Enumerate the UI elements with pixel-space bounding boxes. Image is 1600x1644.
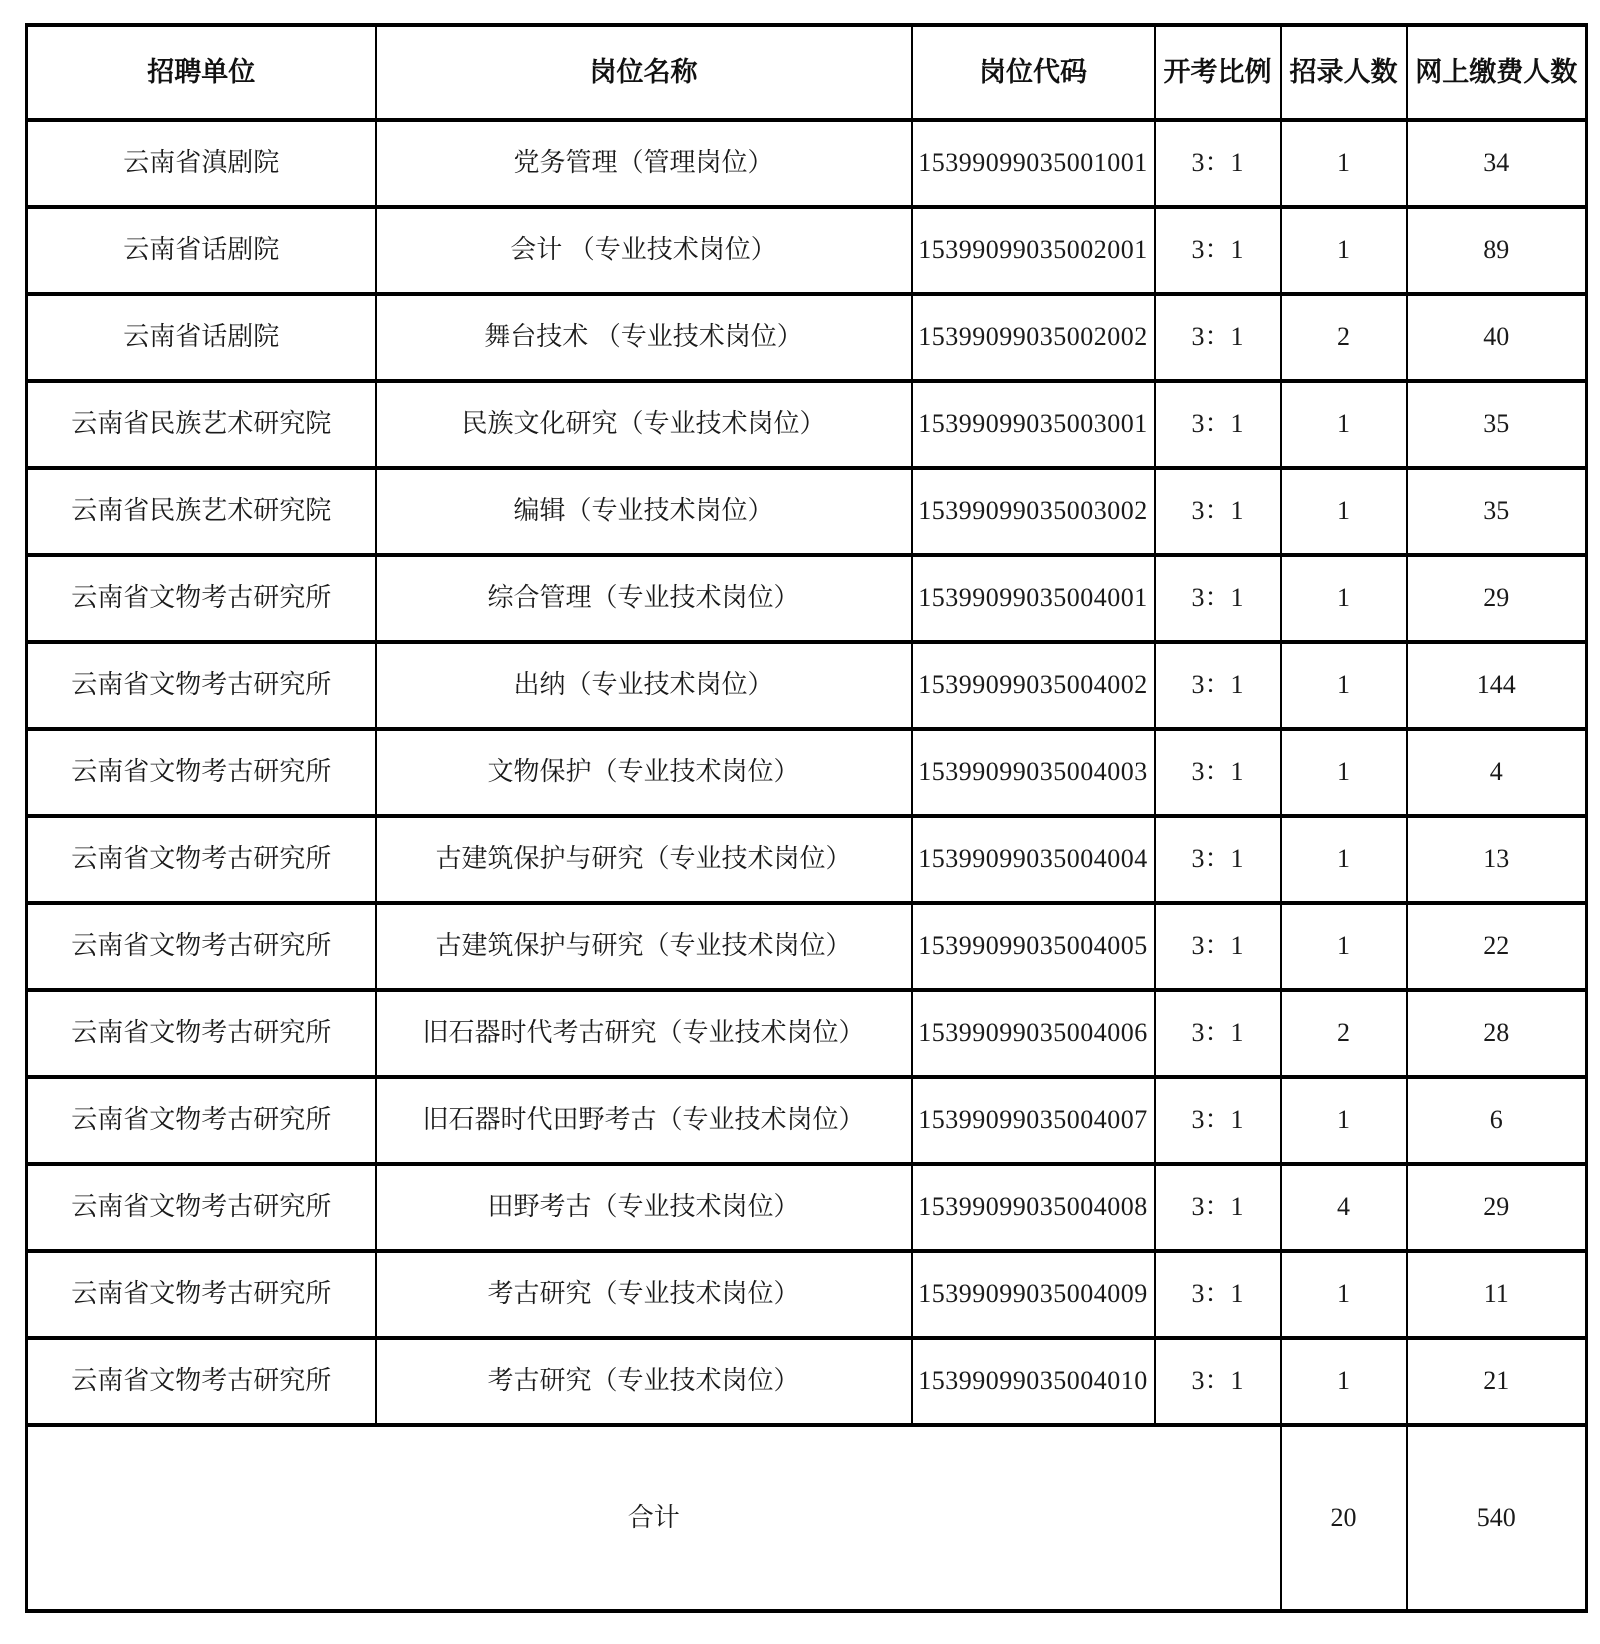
cell-ratio: 3：1 — [1155, 555, 1281, 642]
cell-position: 党务管理（管理岗位） — [376, 120, 912, 207]
cell-unit: 云南省文物考古研究所 — [27, 903, 376, 990]
cell-unit: 云南省文物考古研究所 — [27, 1338, 376, 1425]
cell-ratio: 3：1 — [1155, 294, 1281, 381]
total-recruit: 20 — [1281, 1425, 1407, 1611]
cell-paid: 40 — [1407, 294, 1587, 381]
cell-code: 15399099035004004 — [912, 816, 1155, 903]
cell-recruit: 1 — [1281, 207, 1407, 294]
cell-paid: 35 — [1407, 468, 1587, 555]
cell-recruit: 1 — [1281, 1338, 1407, 1425]
cell-recruit: 1 — [1281, 642, 1407, 729]
cell-position: 出纳（专业技术岗位） — [376, 642, 912, 729]
cell-ratio: 3：1 — [1155, 729, 1281, 816]
cell-ratio: 3：1 — [1155, 1164, 1281, 1251]
cell-position: 综合管理（专业技术岗位） — [376, 555, 912, 642]
col-header-paid: 网上缴费人数 — [1407, 25, 1587, 120]
cell-paid: 6 — [1407, 1077, 1587, 1164]
col-header-recruit: 招录人数 — [1281, 25, 1407, 120]
cell-paid: 21 — [1407, 1338, 1587, 1425]
total-label: 合计 — [27, 1425, 1281, 1611]
col-header-position: 岗位名称 — [376, 25, 912, 120]
table-row — [27, 1164, 1587, 1251]
cell-paid: 29 — [1407, 555, 1587, 642]
cell-position: 旧石器时代田野考古（专业技术岗位） — [376, 1077, 912, 1164]
cell-recruit: 2 — [1281, 990, 1407, 1077]
cell-paid: 89 — [1407, 207, 1587, 294]
cell-recruit: 4 — [1281, 1164, 1407, 1251]
cell-recruit: 1 — [1281, 1077, 1407, 1164]
table-row — [27, 1338, 1587, 1425]
table-row — [27, 468, 1587, 555]
cell-position: 田野考古（专业技术岗位） — [376, 1164, 912, 1251]
cell-unit: 云南省话剧院 — [27, 294, 376, 381]
cell-ratio: 3：1 — [1155, 816, 1281, 903]
cell-recruit: 1 — [1281, 120, 1407, 207]
cell-paid: 34 — [1407, 120, 1587, 207]
cell-position: 民族文化研究（专业技术岗位） — [376, 381, 912, 468]
cell-ratio: 3：1 — [1155, 642, 1281, 729]
cell-ratio: 3：1 — [1155, 1338, 1281, 1425]
cell-unit: 云南省民族艺术研究院 — [27, 468, 376, 555]
cell-unit: 云南省文物考古研究所 — [27, 729, 376, 816]
cell-unit: 云南省文物考古研究所 — [27, 1077, 376, 1164]
cell-code: 15399099035003002 — [912, 468, 1155, 555]
table-row — [27, 381, 1587, 468]
cell-ratio: 3：1 — [1155, 903, 1281, 990]
cell-recruit: 1 — [1281, 816, 1407, 903]
cell-paid: 29 — [1407, 1164, 1587, 1251]
cell-unit: 云南省文物考古研究所 — [27, 1251, 376, 1338]
cell-code: 15399099035003001 — [912, 381, 1155, 468]
cell-recruit: 1 — [1281, 1251, 1407, 1338]
cell-recruit: 1 — [1281, 903, 1407, 990]
total-row — [27, 1425, 1587, 1611]
cell-ratio: 3：1 — [1155, 1251, 1281, 1338]
total-paid: 540 — [1407, 1425, 1587, 1611]
cell-code: 15399099035004001 — [912, 555, 1155, 642]
cell-recruit: 1 — [1281, 381, 1407, 468]
table-row — [27, 294, 1587, 381]
cell-position: 编辑（专业技术岗位） — [376, 468, 912, 555]
cell-code: 15399099035004006 — [912, 990, 1155, 1077]
cell-code: 15399099035004007 — [912, 1077, 1155, 1164]
cell-code: 15399099035004009 — [912, 1251, 1155, 1338]
table-row — [27, 990, 1587, 1077]
table-row — [27, 1077, 1587, 1164]
cell-recruit: 1 — [1281, 555, 1407, 642]
cell-unit: 云南省民族艺术研究院 — [27, 381, 376, 468]
header-row — [27, 25, 1587, 120]
table-row — [27, 816, 1587, 903]
cell-code: 15399099035004010 — [912, 1338, 1155, 1425]
recruitment-table — [25, 23, 1588, 1613]
cell-recruit: 2 — [1281, 294, 1407, 381]
table-row — [27, 903, 1587, 990]
cell-position: 考古研究（专业技术岗位） — [376, 1251, 912, 1338]
cell-paid: 22 — [1407, 903, 1587, 990]
cell-position: 古建筑保护与研究（专业技术岗位） — [376, 903, 912, 990]
table-row — [27, 207, 1587, 294]
cell-paid: 35 — [1407, 381, 1587, 468]
cell-ratio: 3：1 — [1155, 990, 1281, 1077]
table-row — [27, 120, 1587, 207]
cell-code: 15399099035004005 — [912, 903, 1155, 990]
cell-ratio: 3：1 — [1155, 120, 1281, 207]
table-row — [27, 729, 1587, 816]
cell-code: 15399099035004002 — [912, 642, 1155, 729]
table-row — [27, 555, 1587, 642]
cell-paid: 11 — [1407, 1251, 1587, 1338]
cell-paid: 28 — [1407, 990, 1587, 1077]
cell-code: 15399099035001001 — [912, 120, 1155, 207]
table-row — [27, 642, 1587, 729]
cell-position: 考古研究（专业技术岗位） — [376, 1338, 912, 1425]
cell-position: 古建筑保护与研究（专业技术岗位） — [376, 816, 912, 903]
table-row — [27, 1251, 1587, 1338]
col-header-code: 岗位代码 — [912, 25, 1155, 120]
cell-unit: 云南省文物考古研究所 — [27, 816, 376, 903]
cell-ratio: 3：1 — [1155, 207, 1281, 294]
col-header-ratio: 开考比例 — [1155, 25, 1281, 120]
cell-position: 会计 （专业技术岗位） — [376, 207, 912, 294]
cell-unit: 云南省文物考古研究所 — [27, 555, 376, 642]
cell-unit: 云南省滇剧院 — [27, 120, 376, 207]
cell-code: 15399099035004003 — [912, 729, 1155, 816]
cell-code: 15399099035004008 — [912, 1164, 1155, 1251]
cell-ratio: 3：1 — [1155, 1077, 1281, 1164]
cell-recruit: 1 — [1281, 729, 1407, 816]
cell-position: 旧石器时代考古研究（专业技术岗位） — [376, 990, 912, 1077]
cell-recruit: 1 — [1281, 468, 1407, 555]
cell-paid: 144 — [1407, 642, 1587, 729]
cell-ratio: 3：1 — [1155, 468, 1281, 555]
cell-code: 15399099035002002 — [912, 294, 1155, 381]
col-header-unit: 招聘单位 — [27, 25, 376, 120]
cell-code: 15399099035002001 — [912, 207, 1155, 294]
cell-unit: 云南省文物考古研究所 — [27, 1164, 376, 1251]
cell-unit: 云南省文物考古研究所 — [27, 990, 376, 1077]
cell-unit: 云南省文物考古研究所 — [27, 642, 376, 729]
cell-paid: 13 — [1407, 816, 1587, 903]
cell-position: 舞台技术 （专业技术岗位） — [376, 294, 912, 381]
cell-paid: 4 — [1407, 729, 1587, 816]
cell-unit: 云南省话剧院 — [27, 207, 376, 294]
cell-ratio: 3：1 — [1155, 381, 1281, 468]
cell-position: 文物保护（专业技术岗位） — [376, 729, 912, 816]
